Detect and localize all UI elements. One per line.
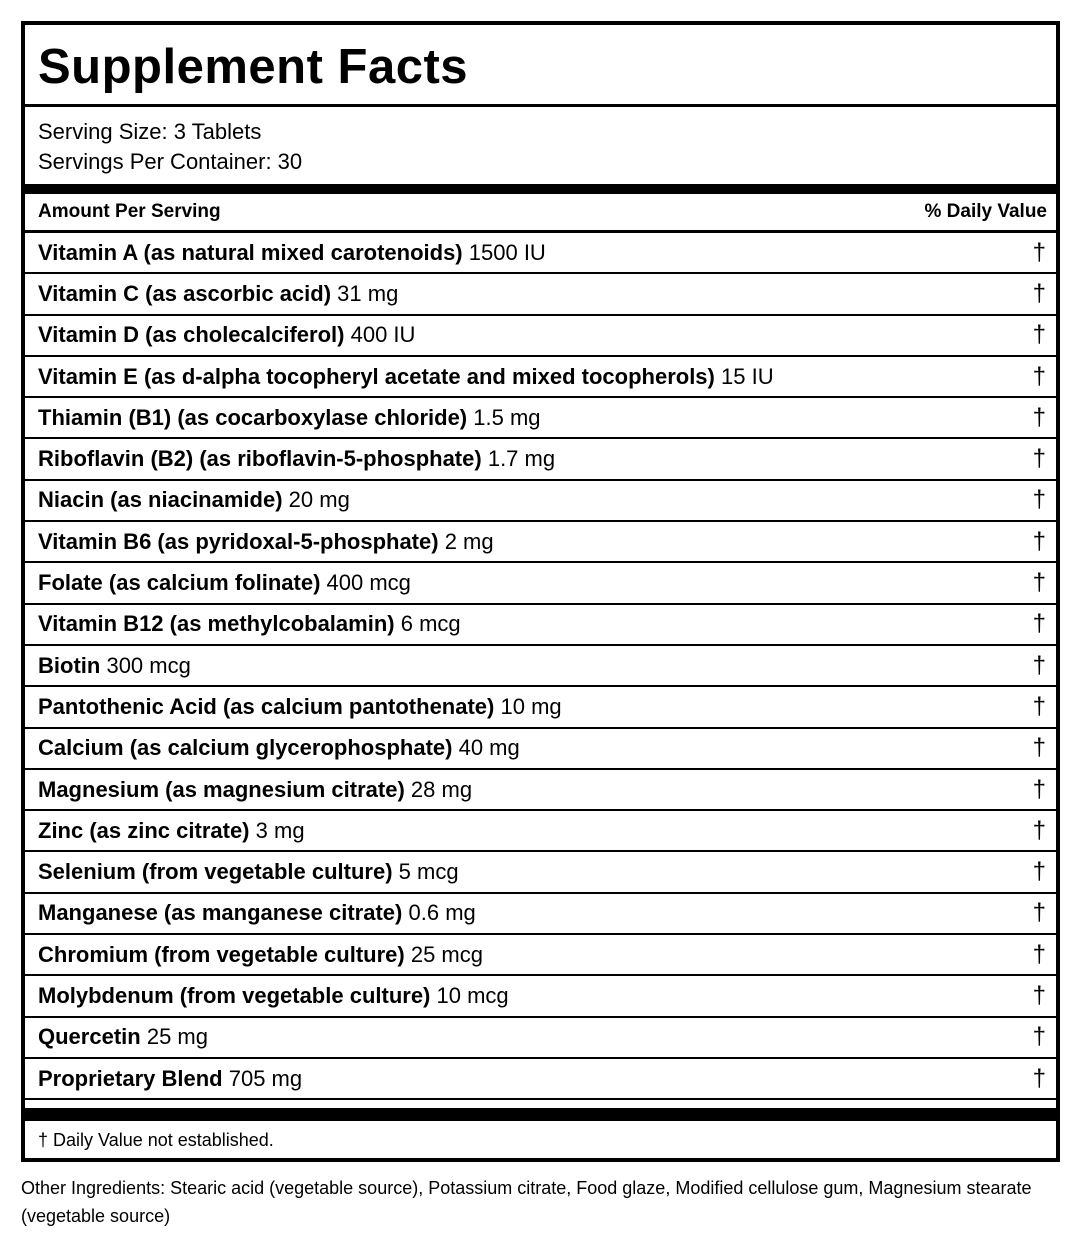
nutrient-row [25, 976, 1056, 1017]
nutrient-name: Vitamin D (as cholecalciferol) [38, 322, 345, 348]
daily-value-dagger: † [1032, 940, 1046, 968]
nutrient-name: Molybdenum (from vegetable culture) [38, 982, 431, 1008]
nutrient-amount: 2 mg [444, 528, 494, 554]
nutrient-amount: 25 mcg [410, 941, 483, 967]
footnote: † Daily Value not established. [25, 1118, 1056, 1159]
nutrient-text [38, 611, 461, 637]
nutrient-name: Vitamin A (as natural mixed carotenoids) [38, 239, 463, 265]
nutrient-row [25, 1059, 1056, 1100]
nutrient-row [25, 605, 1056, 646]
nutrient-text [38, 694, 562, 720]
nutrient-name: Chromium (from vegetable culture) [38, 941, 405, 967]
nutrient-name: Magnesium (as magnesium citrate) [38, 776, 405, 802]
nutrient-text [38, 859, 459, 885]
nutrient-row [25, 481, 1056, 522]
nutrient-row [25, 894, 1056, 935]
nutrient-list [25, 233, 1056, 1100]
nutrient-amount: 20 mg [288, 487, 350, 513]
nutrient-text [38, 1066, 302, 1092]
daily-value-dagger: † [1032, 692, 1046, 720]
nutrient-text [38, 942, 483, 968]
daily-value-dagger: † [1032, 279, 1046, 307]
nutrient-row [25, 357, 1056, 398]
nutrient-amount: 28 mg [410, 776, 473, 802]
daily-value-dagger: † [1032, 486, 1046, 514]
daily-value-dagger: † [1032, 816, 1046, 844]
nutrient-name: Riboflavin (B2) (as riboflavin-5-phosphate) [38, 446, 482, 472]
daily-value-dagger: † [1032, 403, 1046, 431]
nutrient-text [38, 405, 541, 431]
daily-value-dagger: † [1032, 899, 1046, 927]
nutrient-amount: 400 IU [350, 322, 416, 348]
daily-value-dagger: † [1032, 362, 1046, 390]
nutrient-row [25, 935, 1056, 976]
bottom-gap [25, 1100, 1056, 1108]
nutrient-name: Vitamin C (as ascorbic acid) [38, 280, 332, 306]
nutrient-text [38, 735, 520, 761]
nutrient-amount: 0.6 mg [408, 900, 476, 926]
nutrient-amount: 400 mcg [326, 570, 411, 596]
serving-info [25, 107, 1056, 184]
nutrient-row [25, 274, 1056, 315]
nutrient-text [38, 240, 546, 266]
daily-value-label: % Daily Value [924, 201, 1047, 222]
nutrient-name: Zinc (as zinc citrate) [38, 817, 250, 843]
nutrient-name: Proprietary Blend [38, 1065, 223, 1091]
nutrient-text [38, 653, 191, 679]
nutrient-amount: 1.7 mg [487, 446, 556, 472]
nutrient-amount: 300 mcg [106, 652, 191, 678]
nutrient-text [38, 1024, 208, 1050]
nutrient-text [38, 777, 472, 803]
amount-per-serving-label: Amount Per Serving [38, 201, 221, 222]
other-ingredients: Other Ingredients: Stearic acid (vegetable source), Potassium citrate, Food glaze, Modified cellulose gum, Magnesium stearate (vegetable source) [21, 1178, 1032, 1226]
daily-value-dagger: † [1032, 858, 1046, 886]
nutrient-text [38, 818, 305, 844]
nutrient-row [25, 1018, 1056, 1059]
nutrient-text [38, 570, 411, 596]
nutrient-name: Thiamin (B1) (as cocarboxylase chloride) [38, 404, 468, 430]
daily-value-dagger: † [1032, 527, 1046, 555]
nutrient-text [38, 487, 350, 513]
daily-value-dagger: † [1032, 981, 1046, 1009]
nutrient-amount: 705 mg [228, 1065, 303, 1091]
nutrient-name: Manganese (as manganese citrate) [38, 900, 403, 926]
daily-value-dagger: † [1032, 610, 1046, 638]
daily-value-dagger: † [1032, 238, 1046, 266]
nutrient-row [25, 687, 1056, 728]
thick-divider [25, 184, 1056, 194]
nutrient-name: Vitamin E (as d-alpha tocopheryl acetate and mixed tocopherols) [38, 363, 715, 389]
nutrient-row [25, 439, 1056, 480]
nutrient-amount: 40 mg [458, 735, 520, 761]
servings-per-container: Servings Per Container: 30 [38, 149, 303, 174]
nutrient-row [25, 398, 1056, 439]
column-header [25, 194, 1056, 233]
daily-value-dagger: † [1032, 321, 1046, 349]
panel-title: Supplement Facts [25, 25, 1056, 107]
nutrient-amount: 10 mg [500, 693, 562, 719]
daily-value-dagger: † [1032, 651, 1046, 679]
thick-divider-bottom [25, 1108, 1056, 1118]
nutrient-row [25, 811, 1056, 852]
nutrient-name: Pantothenic Acid (as calcium pantothenate) [38, 693, 495, 719]
nutrient-text [38, 281, 398, 307]
nutrient-text [38, 446, 555, 472]
nutrient-name: Calcium (as calcium glycerophosphate) [38, 735, 453, 761]
nutrient-amount: 15 IU [721, 363, 774, 389]
nutrient-name: Selenium (from vegetable culture) [38, 859, 393, 885]
nutrient-text [38, 322, 415, 348]
nutrient-name: Vitamin B12 (as methylcobalamin) [38, 611, 395, 637]
nutrient-amount: 5 mcg [398, 859, 459, 885]
nutrient-row [25, 563, 1056, 604]
nutrient-amount: 10 mcg [436, 982, 509, 1008]
nutrient-name: Vitamin B6 (as pyridoxal-5-phosphate) [38, 528, 439, 554]
daily-value-dagger: † [1032, 569, 1046, 597]
nutrient-text [38, 900, 476, 926]
nutrient-name: Quercetin [38, 1024, 141, 1050]
nutrient-amount: 1.5 mg [473, 404, 541, 430]
nutrient-row [25, 316, 1056, 357]
nutrient-row [25, 522, 1056, 563]
nutrient-row [25, 233, 1056, 274]
nutrient-name: Biotin [38, 652, 101, 678]
daily-value-dagger: † [1032, 734, 1046, 762]
daily-value-dagger: † [1032, 445, 1046, 473]
nutrient-row [25, 729, 1056, 770]
nutrient-text [38, 529, 494, 555]
nutrient-row [25, 852, 1056, 893]
daily-value-dagger: † [1032, 775, 1046, 803]
nutrient-amount: 1500 IU [468, 239, 546, 265]
supplement-facts-panel [21, 21, 1060, 1162]
nutrient-text [38, 364, 774, 390]
nutrient-amount: 25 mg [146, 1024, 208, 1050]
daily-value-dagger: † [1032, 1064, 1046, 1092]
nutrient-row [25, 646, 1056, 687]
nutrient-text [38, 983, 509, 1009]
serving-size: Serving Size: 3 Tablets [38, 119, 262, 144]
nutrient-amount: 31 mg [337, 280, 399, 306]
nutrient-name: Niacin (as niacinamide) [38, 487, 283, 513]
nutrient-name: Folate (as calcium folinate) [38, 570, 321, 596]
nutrient-row [25, 770, 1056, 811]
nutrient-amount: 6 mcg [400, 611, 461, 637]
daily-value-dagger: † [1032, 1023, 1046, 1051]
nutrient-amount: 3 mg [255, 817, 305, 843]
